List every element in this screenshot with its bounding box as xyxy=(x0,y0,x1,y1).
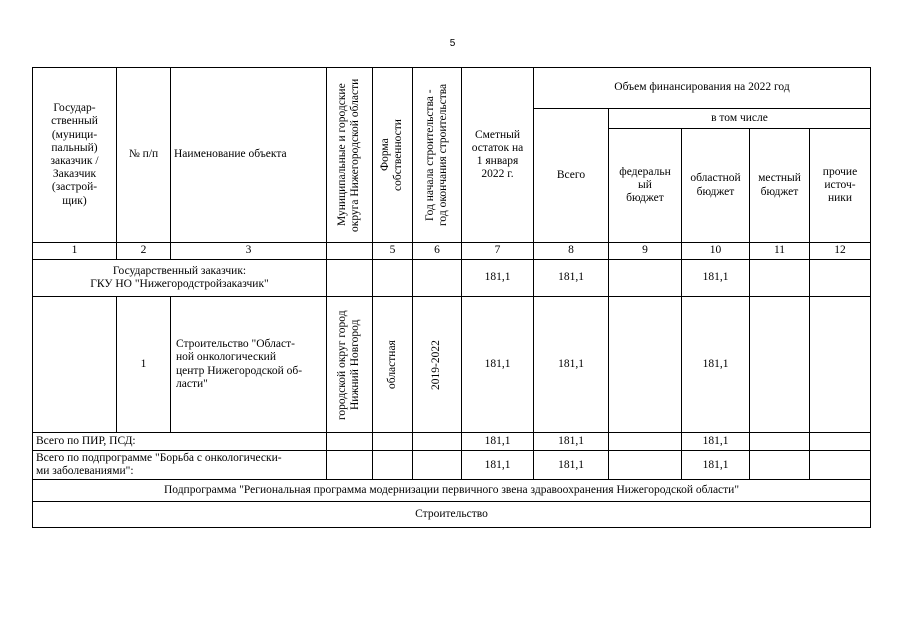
column-number: 5 xyxy=(373,243,413,260)
column-number: 2 xyxy=(117,243,171,260)
total-pir-total: 181,1 xyxy=(534,433,609,451)
object-ownership-cell xyxy=(373,297,413,433)
object-years-cell xyxy=(413,297,462,433)
financing-table xyxy=(32,67,871,528)
subprogram-heading-row xyxy=(33,480,871,502)
header-financing: Объем финансирования на 2022 год xyxy=(534,68,871,109)
header-municipality: Муниципальные и городские округа Нижегородской области xyxy=(336,78,362,232)
column-number xyxy=(327,243,373,260)
column-number: 11 xyxy=(750,243,810,260)
header-years: Год начала строительства - год окончания строительства xyxy=(423,83,449,227)
customer-row xyxy=(33,260,871,297)
object-estimate: 181,1 xyxy=(462,297,534,433)
object-municipality: городской округ город Нижний Новгород xyxy=(336,309,362,420)
subprogram-total-total: 181,1 xyxy=(534,451,609,480)
header-customer: Государ- ственный (муници- пальный) заказчик / Заказчик (застрой- щик) xyxy=(33,68,117,243)
column-number: 1 xyxy=(33,243,117,260)
subprogram-total-regional: 181,1 xyxy=(682,451,750,480)
header-estimate: Сметный остаток на 1 января 2022 г. xyxy=(462,68,534,243)
header-total: Всего xyxy=(534,109,609,243)
column-number: 6 xyxy=(413,243,462,260)
header-pn: № п/п xyxy=(117,68,171,243)
header-regional: областной бюджет xyxy=(682,129,750,243)
header-ownership: Форма собственности xyxy=(379,119,405,191)
object-years: 2019-2022 xyxy=(430,339,443,390)
subprogram-total-label: Всего по подпрограмме "Борьба с онкологически- ми заболеваниями": xyxy=(33,451,327,480)
header-municipality-cell xyxy=(327,68,373,243)
header-object-name: Наименование объекта xyxy=(171,68,327,243)
object-pn: 1 xyxy=(117,297,171,433)
object-name: Строительство "Област- ной онкологический центр Нижегородской об- ласти" xyxy=(171,297,327,433)
column-number: 12 xyxy=(810,243,871,260)
header-years-cell xyxy=(413,68,462,243)
column-number: 10 xyxy=(682,243,750,260)
object-row xyxy=(33,297,871,433)
header-including: в том числе xyxy=(609,109,871,129)
header-ownership-cell xyxy=(373,68,413,243)
column-number: 3 xyxy=(171,243,327,260)
total-pir-row xyxy=(33,433,871,451)
header-other: прочие источ- ники xyxy=(810,129,871,243)
object-municipality-cell xyxy=(327,297,373,433)
object-total: 181,1 xyxy=(534,297,609,433)
subprogram-total-estimate: 181,1 xyxy=(462,451,534,480)
column-number: 8 xyxy=(534,243,609,260)
customer-label: Государственный заказчик: ГКУ НО "Нижегородстройзаказчик" xyxy=(33,260,327,297)
header-federal: федеральн ый бюджет xyxy=(609,129,682,243)
total-pir-regional: 181,1 xyxy=(682,433,750,451)
column-number: 7 xyxy=(462,243,534,260)
column-numbers-row xyxy=(33,243,871,260)
section-heading-row xyxy=(33,502,871,528)
subprogram-total-row xyxy=(33,451,871,480)
customer-regional: 181,1 xyxy=(682,260,750,297)
object-ownership: областная xyxy=(385,340,398,389)
subprogram-heading: Подпрограмма "Региональная программа модернизации первичного звена здравоохранения Нижегородской области" xyxy=(33,480,871,502)
page-number: 5 xyxy=(449,38,456,49)
total-pir-estimate: 181,1 xyxy=(462,433,534,451)
total-pir-label: Всего по ПИР, ПСД: xyxy=(33,433,327,451)
section-heading: Строительство xyxy=(33,502,871,528)
header-local: местный бюджет xyxy=(750,129,810,243)
object-regional: 181,1 xyxy=(682,297,750,433)
customer-estimate: 181,1 xyxy=(462,260,534,297)
customer-total: 181,1 xyxy=(534,260,609,297)
column-number: 9 xyxy=(609,243,682,260)
